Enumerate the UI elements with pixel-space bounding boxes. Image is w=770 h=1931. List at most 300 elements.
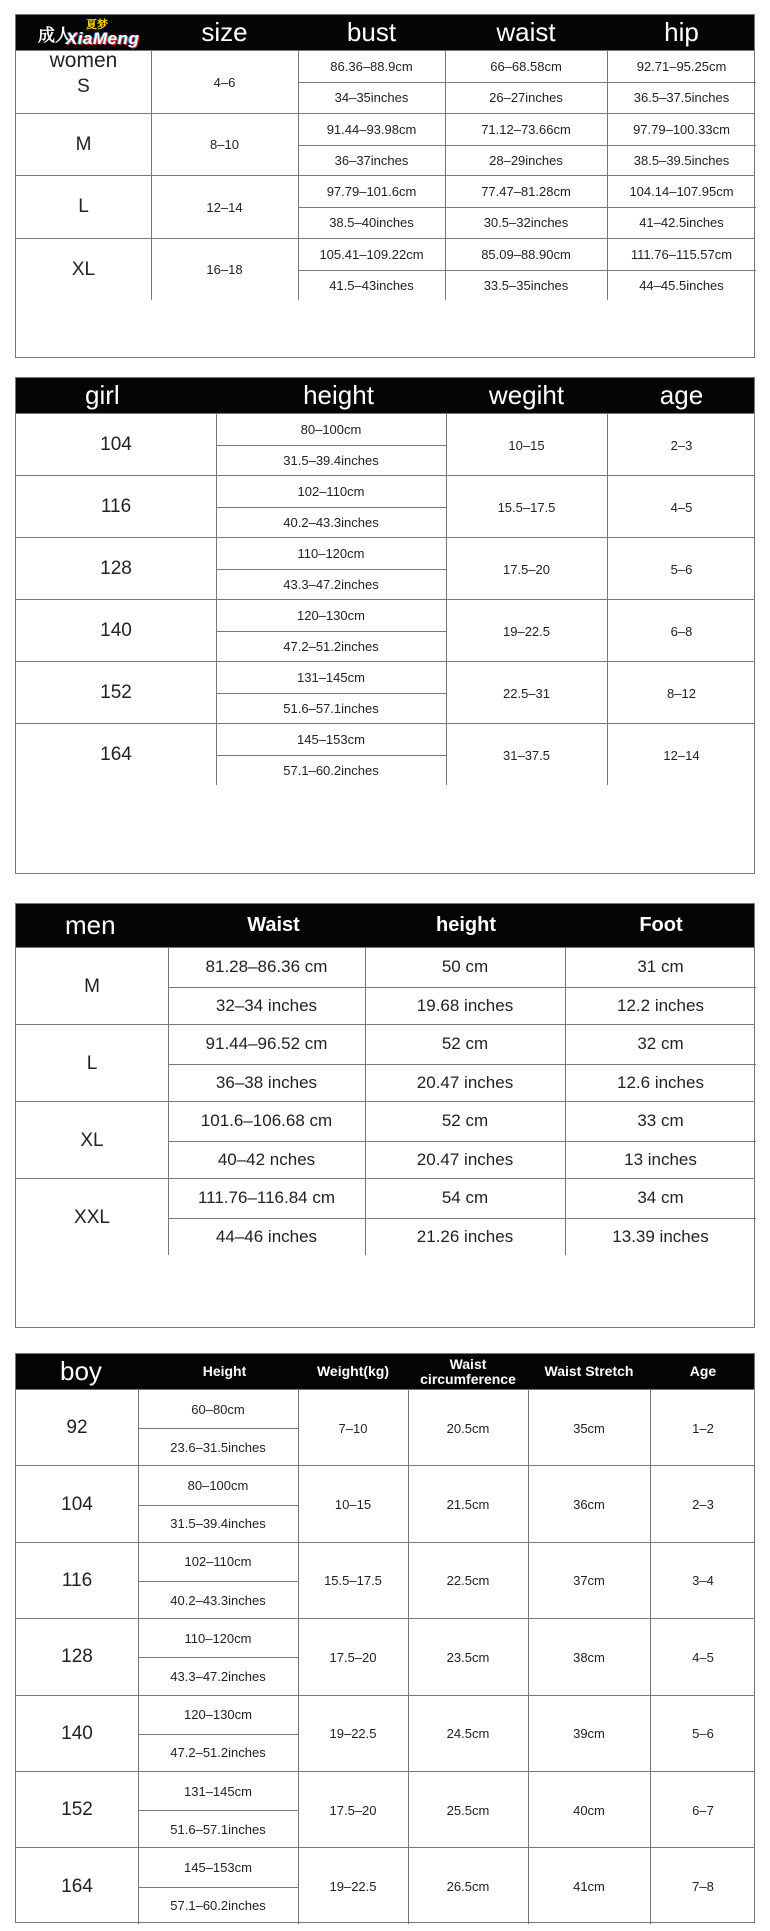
hip-in: 36.5–37.5inches <box>633 90 730 106</box>
column-divider <box>365 948 366 1024</box>
waist-in: 32–34 inches <box>215 995 318 1015</box>
height-cm: 145–153cm <box>297 732 365 747</box>
table-row <box>16 475 754 537</box>
column-divider <box>216 724 217 785</box>
weight: 7–10 <box>338 1420 368 1436</box>
column-divider <box>138 1466 139 1541</box>
table-row <box>16 1695 754 1771</box>
row-divider <box>168 987 365 988</box>
column-divider <box>607 600 608 661</box>
us-size: 16–18 <box>206 262 243 278</box>
row-divider <box>565 987 756 988</box>
table-row <box>16 537 754 599</box>
height-in: 43.3–47.2inches <box>170 1668 266 1684</box>
us-size: 12–14 <box>206 199 243 215</box>
column-divider <box>565 1025 566 1101</box>
row-divider <box>365 987 565 988</box>
header-boy: boy <box>60 1356 102 1386</box>
waist-circumference: 21.5cm <box>446 1497 490 1513</box>
age: 7–8 <box>692 1879 714 1895</box>
waist-in: 26–27inches <box>489 90 563 106</box>
column-divider <box>138 1696 139 1771</box>
column-divider <box>298 1772 299 1847</box>
size-label: 152 <box>100 682 132 703</box>
column-divider <box>168 1179 169 1255</box>
column-divider <box>528 1848 529 1923</box>
row-divider <box>138 1734 298 1735</box>
waist-cm: 66–68.58cm <box>490 59 562 75</box>
column-divider <box>445 176 446 238</box>
table-row <box>16 599 754 661</box>
header-men: men <box>65 910 116 940</box>
column-divider <box>650 1772 651 1847</box>
column-divider <box>607 51 608 113</box>
column-divider <box>138 1772 139 1847</box>
row-divider <box>445 145 607 146</box>
column-divider <box>607 724 608 785</box>
height-in: 57.1–60.2inches <box>283 763 379 778</box>
row-divider <box>216 631 446 632</box>
header-waist: Waist <box>247 914 300 936</box>
column-divider <box>138 1619 139 1694</box>
column-divider <box>607 414 608 475</box>
size-label: 128 <box>61 1646 93 1668</box>
size-label: L <box>78 196 89 218</box>
column-divider <box>216 414 217 475</box>
header-bust: bust <box>346 17 397 47</box>
column-divider <box>650 1466 651 1541</box>
table-row <box>16 661 754 723</box>
women-group-label: women <box>49 49 118 72</box>
bust-in: 34–35inches <box>334 90 409 106</box>
height-in: 57.1–60.2inches <box>170 1898 266 1914</box>
row-divider <box>298 270 445 271</box>
row-divider <box>138 1428 298 1429</box>
column-divider <box>365 1102 366 1178</box>
column-divider <box>528 1619 529 1694</box>
height-in: 20.47 inches <box>416 1149 514 1169</box>
age: 2–3 <box>670 437 693 453</box>
age: 6–8 <box>670 623 693 639</box>
column-divider <box>298 114 299 176</box>
hip-cm: 111.76–115.57cm <box>630 246 733 262</box>
height-in: 21.26 inches <box>416 1226 514 1246</box>
row-divider <box>298 145 445 146</box>
table-row <box>16 947 754 1024</box>
size-label: XL <box>71 258 96 280</box>
row-divider <box>138 1887 298 1888</box>
size-label: 116 <box>61 1569 93 1591</box>
column-divider <box>408 1390 409 1465</box>
waist-cm: 101.6–106.68 cm <box>200 1111 333 1131</box>
waist-cm: 71.12–73.66cm <box>481 121 571 137</box>
column-divider <box>408 1543 409 1618</box>
row-divider <box>365 1141 565 1142</box>
column-divider <box>298 1390 299 1465</box>
hip-in: 38.5–39.5inches <box>633 152 730 168</box>
column-divider <box>298 1848 299 1923</box>
waist-cm: 77.47–81.28cm <box>481 184 571 200</box>
foot-cm: 32 cm <box>637 1034 684 1054</box>
size-label: L <box>86 1052 98 1074</box>
column-divider <box>216 662 217 723</box>
row-divider <box>565 1218 756 1219</box>
row-divider <box>216 693 446 694</box>
row-divider <box>216 445 446 446</box>
bust-cm: 105.41–109.22cm <box>319 246 424 262</box>
table-header <box>16 904 754 947</box>
waist-in: 44–46 inches <box>215 1226 318 1246</box>
header-girl: girl <box>85 380 120 410</box>
weight: 19–22.5 <box>329 1879 377 1895</box>
column-divider <box>446 476 447 537</box>
column-divider <box>445 114 446 176</box>
foot-in: 12.6 inches <box>617 1072 704 1092</box>
column-divider <box>168 948 169 1024</box>
header-weight: Weight(kg) <box>316 1363 390 1379</box>
row-divider <box>138 1810 298 1811</box>
row-divider <box>216 755 446 756</box>
waist-circumference: 26.5cm <box>446 1879 490 1895</box>
column-divider <box>216 538 217 599</box>
column-divider <box>445 239 446 301</box>
foot-in: 12.2 inches <box>617 995 704 1015</box>
hip-in: 41–42.5inches <box>639 215 724 231</box>
bust-cm: 97.79–101.6cm <box>326 184 417 200</box>
waist-stretch: 36cm <box>573 1497 605 1513</box>
column-divider <box>298 51 299 113</box>
waist-stretch: 39cm <box>573 1726 605 1742</box>
header-foot: Foot <box>639 914 683 936</box>
weight: 17.5–20 <box>329 1649 377 1665</box>
waist-stretch: 40cm <box>573 1802 605 1818</box>
waist-in: 40–42 nches <box>217 1149 316 1169</box>
size-label: 116 <box>100 496 132 517</box>
age: 5–6 <box>692 1726 714 1742</box>
column-divider <box>565 948 566 1024</box>
weight: 22.5–31 <box>503 685 550 701</box>
table-row <box>16 1024 754 1101</box>
waist-circumference: 24.5cm <box>446 1726 490 1742</box>
size-label: 164 <box>61 1875 93 1897</box>
height-in: 23.6–31.5inches <box>170 1439 266 1455</box>
height-cm: 52 cm <box>441 1034 489 1054</box>
row-divider <box>298 82 445 83</box>
row-divider <box>168 1218 365 1219</box>
age: 4–5 <box>692 1649 714 1665</box>
waist-circumference: 23.5cm <box>446 1649 490 1665</box>
us-size: 4–6 <box>213 74 236 90</box>
column-divider <box>446 724 447 785</box>
men-size-table <box>15 903 755 1328</box>
row-divider <box>607 82 756 83</box>
row-divider <box>445 207 607 208</box>
table-row <box>16 1542 754 1618</box>
column-divider <box>446 600 447 661</box>
bust-in: 41.5–43inches <box>329 277 414 293</box>
column-divider <box>650 1696 651 1771</box>
column-divider <box>565 1179 566 1255</box>
column-divider <box>528 1466 529 1541</box>
column-divider <box>298 1466 299 1541</box>
height-cm: 52 cm <box>441 1111 489 1131</box>
column-divider <box>565 1102 566 1178</box>
weight: 19–22.5 <box>329 1726 377 1742</box>
height-in: 40.2–43.3inches <box>170 1592 266 1608</box>
column-divider <box>138 1543 139 1618</box>
size-label: XXL <box>74 1206 110 1228</box>
column-divider <box>607 176 608 238</box>
column-divider <box>365 1179 366 1255</box>
brand-logo <box>16 15 151 50</box>
height-cm: 110–120cm <box>184 1630 252 1646</box>
column-divider <box>298 239 299 301</box>
column-divider <box>408 1619 409 1694</box>
header-waist-circumference: Waist circumference <box>420 1355 516 1387</box>
waist-cm: 85.09–88.90cm <box>481 246 571 262</box>
row-divider <box>216 507 446 508</box>
bust-cm: 91.44–93.98cm <box>326 121 417 137</box>
size-label: S <box>77 76 90 98</box>
weight: 15.5–17.5 <box>324 1573 382 1589</box>
row-divider <box>445 270 607 271</box>
row-divider <box>138 1657 298 1658</box>
logo-text-en: XiaMeng <box>66 29 140 48</box>
header-height: height <box>303 380 374 410</box>
column-divider <box>151 239 152 301</box>
weight: 17.5–20 <box>503 561 550 577</box>
column-divider <box>607 114 608 176</box>
row-divider <box>298 207 445 208</box>
weight: 15.5–17.5 <box>497 499 556 515</box>
age: 2–3 <box>692 1497 714 1513</box>
row-divider <box>138 1505 298 1506</box>
column-divider <box>408 1466 409 1541</box>
hip-in: 44–45.5inches <box>639 277 724 293</box>
column-divider <box>445 51 446 113</box>
column-divider <box>446 414 447 475</box>
height-cm: 145–153cm <box>184 1859 252 1875</box>
height-in: 47.2–51.2inches <box>283 639 379 654</box>
table-row <box>16 113 754 176</box>
weight: 19–22.5 <box>503 623 550 639</box>
height-in: 19.68 inches <box>416 995 514 1015</box>
column-divider <box>650 1619 651 1694</box>
age: 4–5 <box>670 499 693 515</box>
waist-circumference: 22.5cm <box>446 1573 490 1589</box>
table-row <box>16 1847 754 1923</box>
height-cm: 60–80cm <box>191 1401 245 1417</box>
height-in: 47.2–51.2inches <box>170 1745 266 1761</box>
size-label: 92 <box>66 1417 88 1439</box>
size-label: M <box>84 975 100 997</box>
size-label: 104 <box>100 434 132 455</box>
column-divider <box>408 1696 409 1771</box>
column-divider <box>138 1848 139 1923</box>
hip-cm: 104.14–107.95cm <box>629 184 734 200</box>
waist-in: 33.5–35inches <box>483 277 569 293</box>
column-divider <box>408 1848 409 1923</box>
column-divider <box>298 176 299 238</box>
height-cm: 131–145cm <box>297 670 365 685</box>
header-age: age <box>659 380 704 410</box>
column-divider <box>138 1390 139 1465</box>
row-divider <box>168 1064 365 1065</box>
header-hip: hip <box>664 17 699 47</box>
column-divider <box>650 1848 651 1923</box>
foot-in: 13.39 inches <box>612 1226 709 1246</box>
table-header <box>16 1354 754 1389</box>
column-divider <box>607 538 608 599</box>
header-age: Age <box>689 1363 717 1379</box>
height-in: 31.5–39.4inches <box>170 1516 266 1532</box>
column-divider <box>446 538 447 599</box>
age: 1–2 <box>692 1420 714 1436</box>
table-row <box>16 1101 754 1178</box>
height-in: 20.47 inches <box>416 1072 514 1092</box>
column-divider <box>607 662 608 723</box>
height-cm: 120–130cm <box>297 608 365 623</box>
height-cm: 50 cm <box>441 957 489 977</box>
row-divider <box>565 1141 756 1142</box>
table-header <box>16 15 754 50</box>
header-waist: waist <box>496 17 556 47</box>
height-in: 31.5–39.4inches <box>283 453 379 468</box>
waist-in: 36–38 inches <box>215 1072 318 1092</box>
weight: 31–37.5 <box>503 747 550 763</box>
header-weight: wegiht <box>488 380 565 410</box>
size-label: 128 <box>100 558 132 579</box>
row-divider <box>607 145 756 146</box>
row-divider <box>607 270 756 271</box>
column-divider <box>650 1390 651 1465</box>
header-height: height <box>436 914 496 936</box>
age: 5–6 <box>670 561 693 577</box>
logo-text-sub: 夏梦 <box>86 19 108 31</box>
column-divider <box>216 600 217 661</box>
table-row <box>16 175 754 238</box>
column-divider <box>151 176 152 238</box>
row-divider <box>365 1064 565 1065</box>
column-divider <box>168 1102 169 1178</box>
table-row <box>16 1178 754 1255</box>
column-divider <box>528 1390 529 1465</box>
table-row <box>16 238 754 301</box>
size-label: 164 <box>100 744 132 765</box>
height-cm: 110–120cm <box>297 546 365 561</box>
column-divider <box>151 51 152 113</box>
height-in: 51.6–57.1inches <box>170 1821 266 1837</box>
size-label: XL <box>80 1129 104 1151</box>
boy-size-table <box>15 1353 755 1923</box>
column-divider <box>168 1025 169 1101</box>
table-row <box>16 1465 754 1541</box>
row-divider <box>445 82 607 83</box>
height-in: 51.6–57.1inches <box>283 701 379 716</box>
waist-cm: 111.76–116.84 cm <box>197 1188 336 1208</box>
waist-circumference: 25.5cm <box>446 1802 490 1818</box>
column-divider <box>607 239 608 301</box>
height-cm: 120–130cm <box>184 1707 252 1723</box>
bust-in: 38.5–40inches <box>329 215 414 231</box>
waist-in: 28–29inches <box>489 152 563 168</box>
row-divider <box>365 1218 565 1219</box>
waist-cm: 81.28–86.36 cm <box>205 957 328 977</box>
header-waist-stretch: Waist Stretch <box>544 1363 634 1379</box>
column-divider <box>298 1619 299 1694</box>
column-divider <box>528 1696 529 1771</box>
foot-cm: 31 cm <box>637 957 684 977</box>
table-row <box>16 50 754 113</box>
height-cm: 80–100cm <box>300 422 362 437</box>
row-divider <box>138 1581 298 1582</box>
waist-stretch: 37cm <box>573 1573 605 1589</box>
table-row <box>16 413 754 475</box>
bust-cm: 86.36–88.9cm <box>330 59 413 75</box>
logo-text-cn: 成人 <box>38 26 72 45</box>
column-divider <box>365 1025 366 1101</box>
hip-cm: 97.79–100.33cm <box>633 121 730 137</box>
foot-in: 13 inches <box>624 1149 697 1169</box>
header-height: Height <box>202 1363 247 1379</box>
foot-cm: 33 cm <box>637 1111 684 1131</box>
column-divider <box>528 1772 529 1847</box>
table-row <box>16 723 754 785</box>
table-row <box>16 1389 754 1465</box>
column-divider <box>528 1543 529 1618</box>
size-label: 140 <box>100 620 132 641</box>
height-cm: 131–145cm <box>184 1783 252 1799</box>
height-in: 40.2–43.3inches <box>283 515 379 530</box>
column-divider <box>151 114 152 176</box>
age: 8–12 <box>667 685 696 701</box>
row-divider <box>607 207 756 208</box>
weight: 17.5–20 <box>329 1802 377 1818</box>
age: 12–14 <box>663 747 700 763</box>
column-divider <box>298 1696 299 1771</box>
size-label: 152 <box>61 1799 93 1821</box>
women-size-table <box>15 14 755 358</box>
height-cm: 102–110cm <box>184 1554 252 1570</box>
waist-stretch: 41cm <box>573 1879 605 1895</box>
waist-circumference: 20.5cm <box>446 1420 490 1436</box>
size-label: M <box>75 133 92 155</box>
size-label: 104 <box>61 1493 93 1515</box>
column-divider <box>408 1772 409 1847</box>
column-divider <box>446 662 447 723</box>
waist-cm: 91.44–96.52 cm <box>205 1034 328 1054</box>
row-divider <box>565 1064 756 1065</box>
height-cm: 54 cm <box>441 1188 489 1208</box>
column-divider <box>298 1543 299 1618</box>
girl-size-table <box>15 377 755 874</box>
age: 6–7 <box>692 1802 714 1818</box>
waist-in: 30.5–32inches <box>483 215 569 231</box>
us-size: 8–10 <box>210 137 239 153</box>
foot-cm: 34 cm <box>637 1188 684 1208</box>
column-divider <box>650 1543 651 1618</box>
height-cm: 102–110cm <box>297 484 365 499</box>
size-label: 140 <box>61 1722 93 1744</box>
weight: 10–15 <box>334 1497 372 1513</box>
row-divider <box>216 569 446 570</box>
header-size: size <box>201 17 248 47</box>
hip-cm: 92.71–95.25cm <box>636 59 727 75</box>
waist-stretch: 38cm <box>573 1649 605 1665</box>
height-in: 43.3–47.2inches <box>283 577 379 592</box>
row-divider <box>168 1141 365 1142</box>
column-divider <box>216 476 217 537</box>
